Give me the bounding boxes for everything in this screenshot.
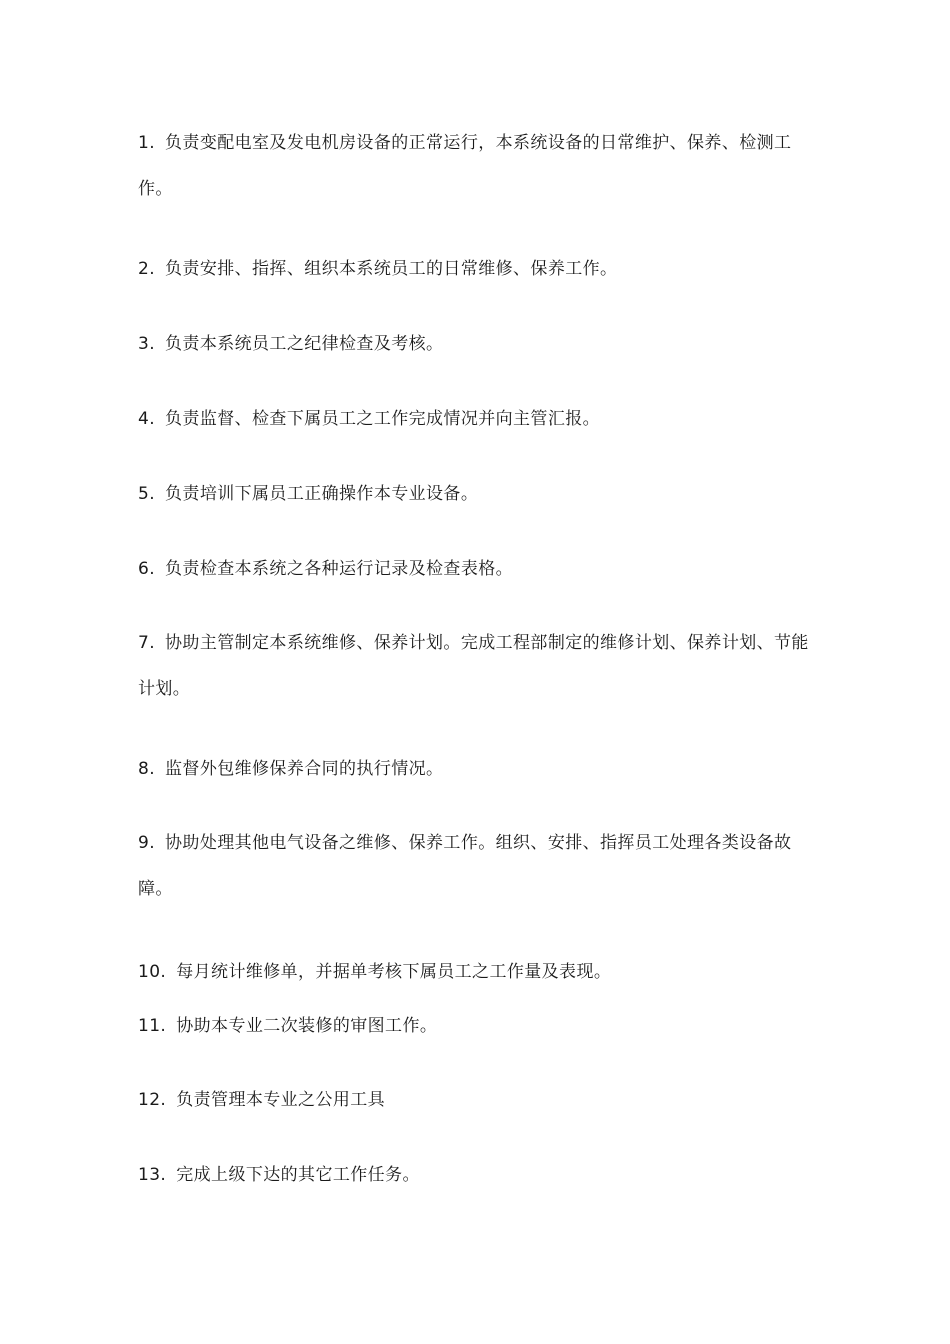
item-number: 4.	[138, 409, 156, 429]
list-item	[138, 396, 810, 442]
item-text: 负责管理本专业之公用工具	[176, 1090, 386, 1110]
list-item	[138, 1003, 810, 1049]
item-text: 协助主管制定本系统维修、保养计划。完成工程部制定的维修计划、保养计划、节能计划。	[138, 633, 809, 699]
item-number: 2.	[138, 259, 156, 279]
list-item	[138, 120, 810, 212]
item-number: 9.	[138, 833, 156, 853]
item-number: 6.	[138, 559, 156, 579]
item-text: 负责本系统员工之纪律检查及考核。	[165, 334, 444, 354]
item-text: 负责安排、指挥、组织本系统员工的日常维修、保养工作。	[165, 259, 618, 279]
item-text: 每月统计维修单，并据单考核下属员工之工作量及表现。	[176, 962, 612, 982]
list-item	[138, 1152, 810, 1198]
list-item	[138, 1077, 810, 1123]
item-number: 11.	[138, 1016, 167, 1036]
list-item	[138, 820, 810, 912]
list-item	[138, 471, 810, 517]
item-text: 完成上级下达的其它工作任务。	[176, 1165, 420, 1185]
item-text: 负责变配电室及发电机房设备的正常运行，本系统设备的日常维护、保养、检测工作。	[138, 133, 792, 199]
item-number: 12.	[138, 1090, 167, 1110]
list-item	[138, 321, 810, 367]
item-number: 10.	[138, 962, 167, 982]
list-item	[138, 620, 810, 712]
item-number: 7.	[138, 633, 156, 653]
item-number: 13.	[138, 1165, 167, 1185]
item-text: 负责检查本系统之各种运行记录及检查表格。	[165, 559, 514, 579]
list-item	[138, 546, 810, 592]
list-item	[138, 246, 810, 292]
list-item	[138, 949, 810, 995]
item-number: 1.	[138, 133, 156, 153]
item-text: 协助处理其他电气设备之维修、保养工作。组织、安排、指挥员工处理各类设备故障。	[138, 833, 792, 899]
item-number: 5.	[138, 484, 156, 504]
item-text: 负责监督、检查下属员工之工作完成情况并向主管汇报。	[165, 409, 601, 429]
item-number: 8.	[138, 759, 156, 779]
item-text: 协助本专业二次装修的审图工作。	[176, 1016, 438, 1036]
list-item	[138, 746, 810, 792]
item-text: 负责培训下属员工正确操作本专业设备。	[165, 484, 479, 504]
item-number: 3.	[138, 334, 156, 354]
item-text: 监督外包维修保养合同的执行情况。	[165, 759, 444, 779]
